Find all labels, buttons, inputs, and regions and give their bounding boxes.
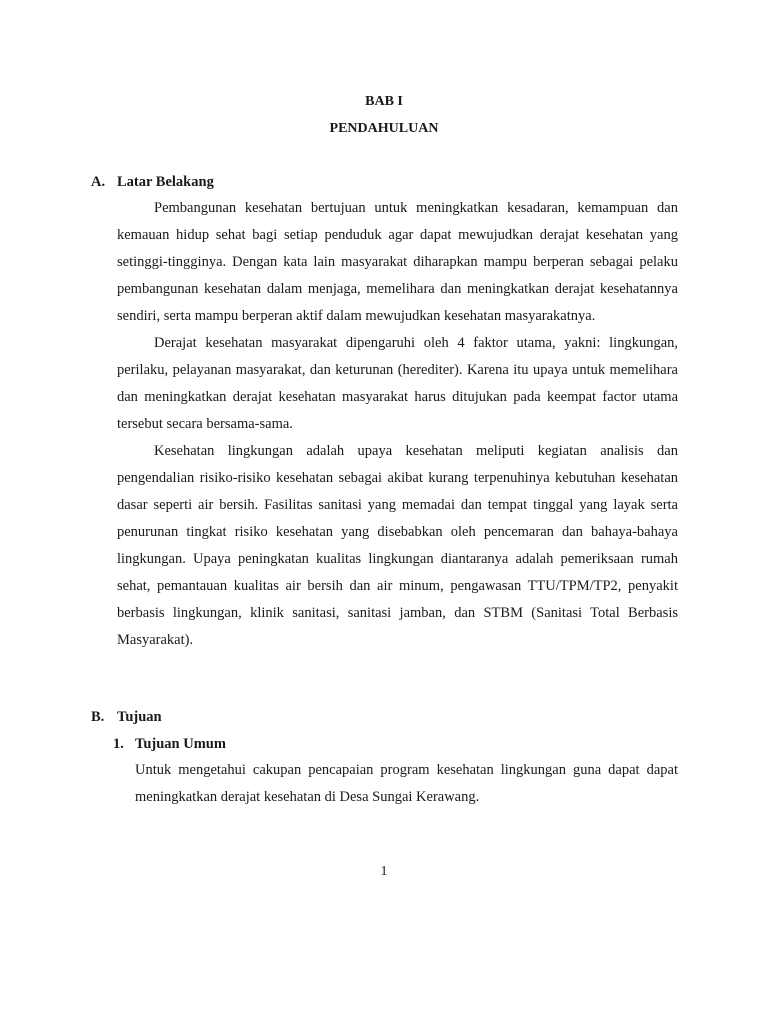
subsection-1-label: 1. (113, 736, 124, 752)
section-b-heading: Tujuan (117, 709, 162, 725)
paragraph: Untuk mengetahui cakupan pencapaian program kesehatan lingkungan guna dapat dapat meningkatkan derajat kesehatan di Desa Sungai Kerawang. (135, 762, 678, 805)
section-a-body (117, 195, 678, 654)
section-a-label: A. (91, 174, 106, 190)
subsection-1-heading: Tujuan Umum (135, 736, 226, 752)
paragraph: Pembangunan kesehatan bertujuan untuk meningkatkan kesadaran, kemampuan dan kemauan hidup sehat bagi setiap penduduk agar dapat mewujudkan derajat kesehatan yang setinggi-tingginya. Dengan kata lain masyarakat diharapkan mampu berperan sebagai pelaku pembangunan kesehatan dalam menjaga, memelihara dan meningkatkan derajat kesehatannya sendiri, serta mampu berperan aktif dalam mewujudkan kesehatan masyarakatnya. (117, 200, 678, 324)
subsection-1-body (135, 757, 678, 811)
page-number: 1 (380, 864, 388, 879)
section-a-heading: Latar Belakang (117, 174, 214, 190)
paragraph: Derajat kesehatan masyarakat dipengaruhi oleh 4 faktor utama, yakni: lingkungan, perilaku, pelayanan masyarakat, dan keturunan (herediter). Karena itu upaya untuk memelihara dan meningkatkan derajat kesehatan masyarakat harus ditujukan pada keempat factor utama tersebut secara bersama-sama. (117, 335, 678, 432)
section-b-label: B. (91, 709, 105, 725)
paragraph: Kesehatan lingkungan adalah upaya kesehatan meliputi kegiatan analisis dan pengendalian risiko-risiko kesehatan sebagai akibat kurang terpenuhinya kebutuhan kesehatan dasar seperti air bersih. Fasilitas sanitasi yang memadai dan tempat tinggal yang layak serta penurunan tingkat risiko kesehatan yang disebabkan oleh pencemaran dan bahaya-bahaya lingkungan. Upaya peningkatan kualitas lingkungan diantaranya adalah pemeriksaan rumah sehat, pemantauan kualitas air bersih dan air minum, pengawasan TTU/TPM/TP2, penyakit berbasis lingkungan, klinik sanitasi, sanitasi jamban, dan STBM (Sanitasi Total Berbasis Masyarakat). (117, 443, 678, 648)
chapter-number: BAB I (365, 94, 403, 109)
chapter-title: PENDAHULUAN (329, 121, 439, 136)
